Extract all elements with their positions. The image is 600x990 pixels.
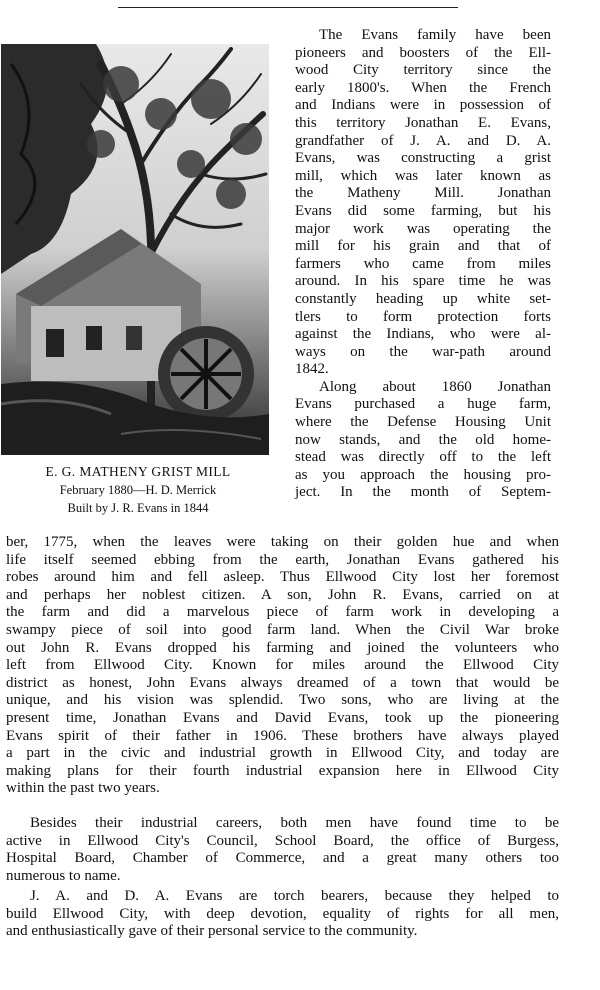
text-line: Evans, was constructing a grist [295,150,551,167]
text-line: Evans purchased a huge farm, [295,396,551,413]
grist-mill-photo [1,44,269,455]
caption-title: E. G. MATHENY GRIST MILL [45,464,231,479]
text-line: constantly heading up white set- [295,290,551,307]
text-line: left from Ellwood City. Known for miles around the Ellwood City [6,657,559,674]
text-line: 1842. [295,361,329,378]
text-line: Evans spirit of their father in 1906. These brothers have always played [6,727,559,744]
text-line: Evans did some farming, but his [295,202,551,219]
text-line: Hospital Board, Chamber of Commerce, and a great many others too [6,850,559,867]
text-line: swampy piece of soil into good farm land. When the Civil War broke [6,621,559,638]
text-line: stead was directly off to the left [295,449,551,466]
text-line: numerous to name. [6,867,121,884]
text-line: farmers who came from miles [295,255,551,272]
right-column-text [295,27,551,502]
paragraph-2 [6,815,559,885]
text-line: active in Ellwood City's Council, School Board, the office of Burgess, [6,832,559,849]
text-line: ways on the war-path around [295,343,551,360]
text-line: mill, which was later known as [295,167,551,184]
text-line: the Matheny Mill. Jonathan [295,185,551,202]
paragraph-1 [6,534,559,798]
text-line: grandfather of J. A. and D. A. [295,132,551,149]
text-line: this territory Jonathan E. Evans, [295,114,551,131]
text-line: mill for his grain and that of [295,238,551,255]
text-line: Besides their industrial careers, both men have found time to be [30,815,559,831]
text-line: the farm and did a marvelous piece of farm work in developing a [6,604,559,621]
text-line: Along about 1860 Jonathan [319,378,551,395]
text-line: within the past two years. [6,780,160,797]
text-line: and Indians were in possession of [295,97,551,114]
text-line: around. In his spare time he was [295,273,551,290]
text-line: district as honest, John Evans always dreamed of a town that would be [6,674,559,691]
text-line: and perhaps her noblest citizen. A son, John R. Evans, carried on at [6,586,559,603]
text-line: pioneers and boosters of the Ell- [295,44,551,61]
text-line: making plans for their fourth industrial expansion here in Ellwood City [6,762,559,779]
caption-builder: Built by J. R. Evans in 1844 [67,501,209,515]
text-line: major work was operating the [295,220,551,237]
text-line: unique, and his vision was splendid. Two sons, who are living at the [6,692,559,709]
text-line: against the Indians, who were al- [295,326,551,343]
text-line: wood City territory since the [295,62,551,79]
text-line: where the Defense Housing Unit [295,414,551,431]
text-line: as you approach the housing pro- [295,466,551,483]
text-line: build Ellwood City, with deep devotion, equality of rights for all men, [6,905,559,922]
text-line: present time, Jonathan Evans and David Evans, took up the pioneering [6,709,559,726]
text-line: early 1800's. When the French [295,79,551,96]
text-line: out John R. Evans dropped his farming and joined the volunteers who [6,639,559,656]
text-line: The Evans family have been [319,27,551,43]
text-line: ject. In the month of Septem- [295,484,551,501]
caption-date-artist: February 1880—H. D. Merrick [59,483,217,497]
text-line: ber, 1775, when the leaves were taking on their golden hue and when [6,534,559,550]
text-line: life itself seemed ebbing from the earth, Jonathan Evans gathered his [6,551,559,568]
text-line: a part in the civic and industrial growth in Ellwood City, and today are [6,745,559,762]
running-header-rule [118,0,458,8]
paragraph-3 [6,888,559,941]
text-line: robes around him and fell asleep. Thus Ellwood City lost her foremost [6,569,559,586]
text-line: and enthusiastically gave of their personal service to the community. [6,923,418,940]
text-line: J. A. and D. A. Evans are torch bearers, because they helped to [30,888,559,904]
text-line: now stands, and the old home- [295,431,551,448]
text-line: tlers to form protection forts [295,308,551,325]
photo-caption [6,463,270,517]
